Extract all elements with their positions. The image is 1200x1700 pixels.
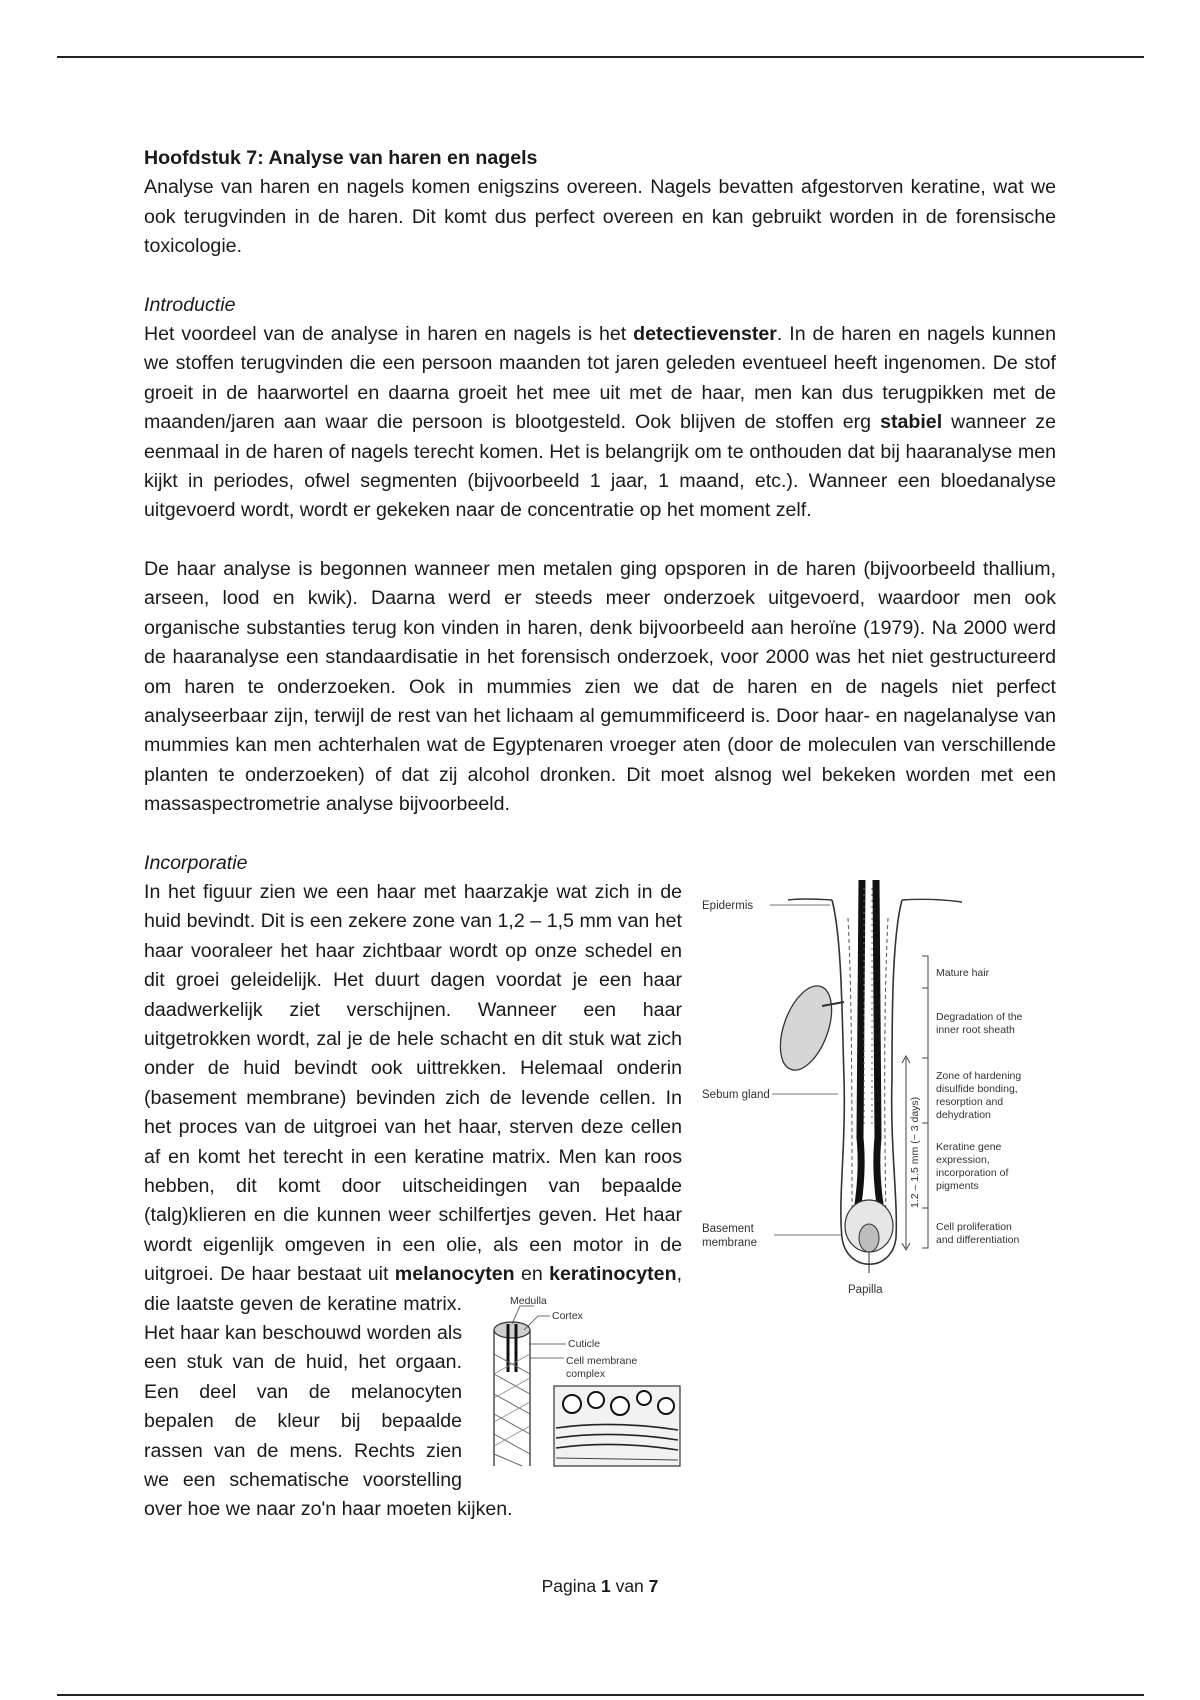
label-keratine-3: incorporation of [936, 1166, 1009, 1179]
bold-term-detectievenster: detectievenster [633, 323, 777, 346]
label-keratine-4: pigments [936, 1179, 979, 1192]
label-proliferation-1: Cell proliferation [936, 1220, 1012, 1233]
label-keratine-1: Keratine gene [936, 1140, 1002, 1153]
bold-term-keratinocyten: keratinocyten [549, 1263, 677, 1286]
page-number-total: 7 [648, 1576, 659, 1596]
paragraph-detectievenster: Het voordeel van de analyse in haren en nagels is het detectievenster. In de haren en nagels kunnen we stoffen terugvinden die een persoon maanden tot jaren geleden eventueel heeft ingenomen. De stof groeit in de haarwortel en daarna groeit het mee uit met de haar, men kan dus terugpikken met de maanden/jaren aan waar die persoon is blootgesteld. Ook blijven de stoffen erg stabiel wanneer ze eenmaal in de haren of nagels terecht komen. Het is belangrijk om te onthouden dat bij haaranalyse men kijkt in periodes, ofwel segmenten (bijvoorbeeld 1 jaar, 1 maand, etc.). Wanneer een bloedanalyse uitgevoerd wordt, wordt er gekeken naar de concentratie op het moment zelf. [144, 323, 1056, 522]
paragraph-history: De haar analyse is begonnen wanneer men metalen ging opsporen in de haren (bijvoorbeeld thallium, arseen, lood en kwik). Daarna werd er steeds meer onderzoek uitgevoerd, waardoor men ook organische substanties terug kon vinden in haren, denk bijvoorbeeld aan heroïne (1979). Na 2000 werd de haaranalyse een standaardisatie in het forensisch onderzoek, voor 2000 was het niet gestructureerd om haren te onderzoeken. Ook in mummies zien we dat de haren en de nagels niet perfect analyseerbaar zijn, terwijl de rest van het lichaam al gemummificeerd is. Door haar- en nagelanalyse van mummies kan men achterhalen wat de Egyptenaren vroeger aten (door de moleculen van verschillende planten te onderzoeken) of dat zij alcohol dronken. Dit moet alsnog wel bekeken worden met een massaspectrometrie analyse bijvoorbeeld. [144, 557, 1056, 816]
label-medulla: Medulla [510, 1294, 547, 1307]
paragraph-incorporatie: In het figuur zien we een haar met haarzakje wat zich in de huid bevindt. Dit is een zekere zone van 1,2 – 1,5 mm van het haar vooraleer het haar zichtbaar wordt op onze schedel en dit groei geleidelijk. Het duurt dagen voordat je een haar daadwerkelijk ziet verschijnen. Wanneer een haar uitgetrokken wordt, zal je de hele schacht en dit stuk wat zich onder de huid bevindt ook uittrekken. Helemaal onderin (basement membrane) bevinden zich de levende cellen. In het proces van de uitgroei van het haar, sterven deze cellen af en komt het terecht in een keratine matrix. Men kan roos hebben, dit komt door uitscheidingen van bepaalde (talg)klieren en die kunnen weer schilfertjes geven. Het haar wordt eigenlijk omgeven in een olie, als een motor in de uitgroei. De haar bestaat uit melanocyten en Medulla Cortex Cuticle Cell membrane complex keratinocyten, die laatste geven de keratine matrix. Het haar kan beschouwd worden als een stuk van de huid, het orgaan. Een deel van de melanocyten bepalen de kleur bij bepaalde rassen van de mens. Rechts zien we een schematische voorstelling over hoe we naar zo'n haar moeten kijken. [144, 880, 683, 1521]
label-basement-2: membrane [702, 1236, 757, 1249]
label-degradation-1: Degradation of the [936, 1010, 1023, 1023]
label-basement-1: Basement [702, 1222, 754, 1235]
hair-follicle-figure [692, 878, 1058, 1306]
label-proliferation-2: and differentiation [936, 1233, 1020, 1246]
chapter-intro: Analyse van haren en nagels komen enigszins overeen. Nagels bevatten afgestorven keratine, wat we ook terugvinden in de haren. Dit komt dus perfect overeen en kan gebruikt worden in de forensische toxicologie. [144, 176, 1056, 258]
label-degradation-2: inner root sheath [936, 1023, 1015, 1036]
label-hardening-2: disulfide bonding, [936, 1082, 1018, 1095]
label-keratine-2: expression, [936, 1153, 990, 1166]
document-body [144, 144, 1056, 1525]
label-hardening-4: dehydration [936, 1108, 991, 1121]
bold-term-stabiel: stabiel [880, 411, 943, 434]
label-mature-hair: Mature hair [936, 966, 990, 979]
footer-rule [57, 1694, 1144, 1696]
label-hardening-1: Zone of hardening [936, 1069, 1022, 1082]
section-heading-incorporatie: Incorporatie [144, 851, 248, 874]
label-cuticle: Cuticle [568, 1337, 601, 1350]
label-cell-membrane-1: Cell membrane [566, 1354, 638, 1367]
label-hardening-3: resorption and [936, 1095, 1004, 1108]
label-sebum-gland: Sebum gland [702, 1088, 770, 1101]
label-papilla: Papilla [848, 1283, 883, 1296]
label-scale: 1.2 – 1.5 mm (~ 3 days) [909, 1096, 921, 1208]
label-cell-membrane-2: complex [566, 1367, 606, 1380]
hair-structure-figure [472, 1294, 684, 1470]
label-epidermis: Epidermis [702, 899, 754, 912]
chapter-title: Hoofdstuk 7: Analyse van haren en nagels [144, 147, 538, 169]
page-number-current: 1 [600, 1576, 611, 1596]
bold-term-melanocyten: melanocyten [394, 1263, 515, 1286]
header-rule [57, 56, 1144, 58]
label-cortex: Cortex [552, 1309, 583, 1322]
section-heading-introductie: Introductie [144, 293, 236, 316]
page-footer: Pagina 1 van 7 [541, 1576, 659, 1596]
